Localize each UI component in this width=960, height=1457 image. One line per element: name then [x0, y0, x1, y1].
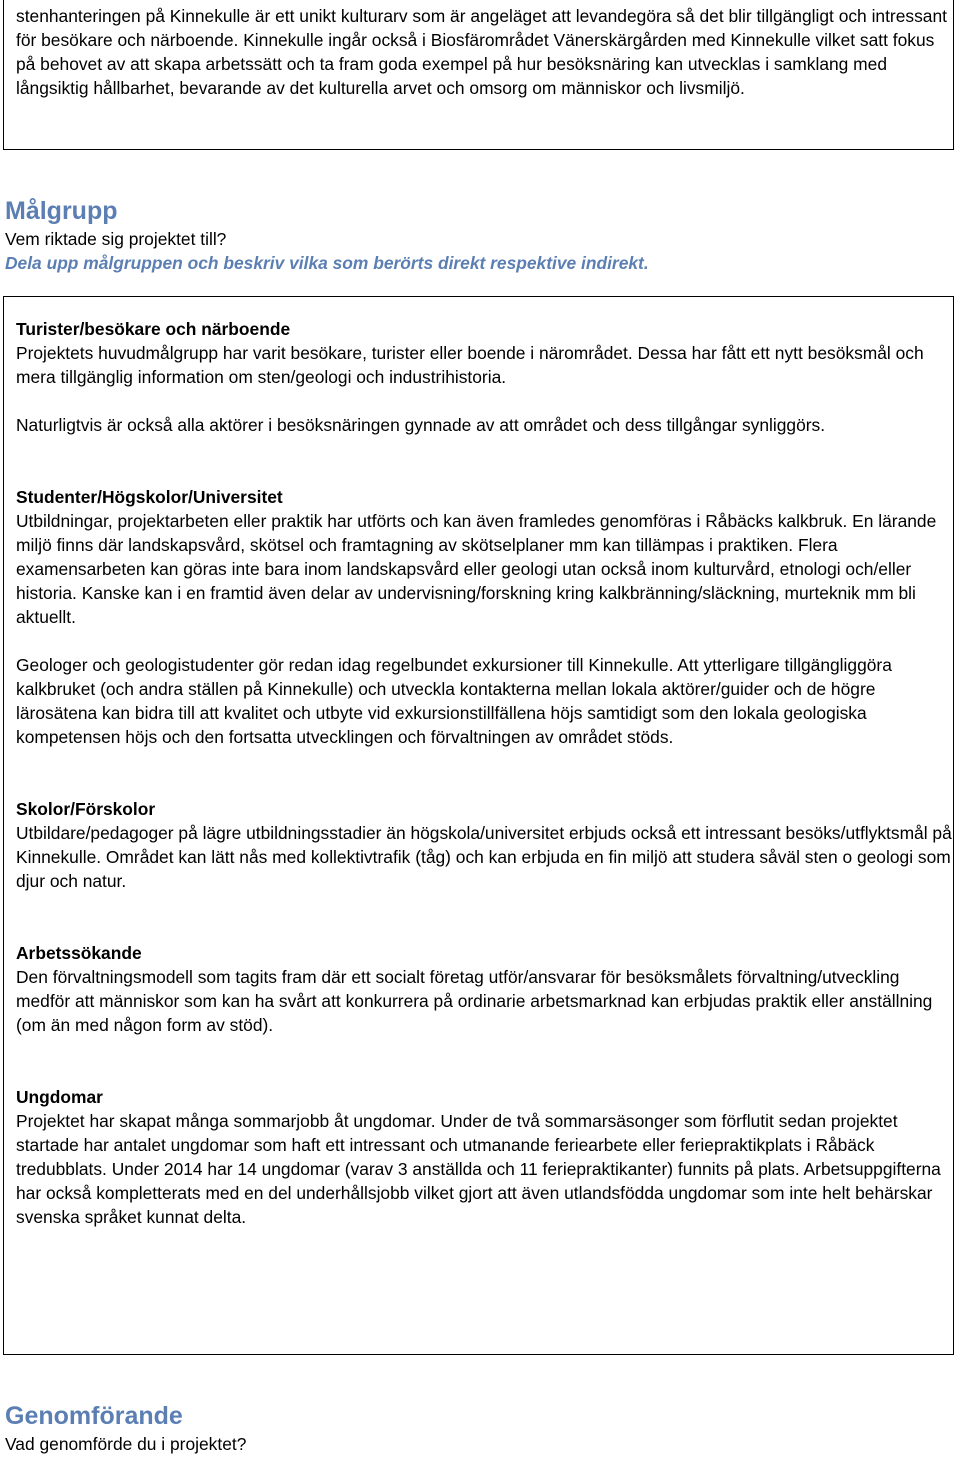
section-heading-genomforande: Genomförande: [5, 1402, 183, 1430]
section-paragraph: Den förvaltningsmodell som tagits fram där ett socialt företag utför/ansvarar för besöksmålets förvaltning/utveckling medför att människor som kan ha svårt att konkurrera på ordinarie arbetsmarknad kan erbjudas praktik eller anställning (om än med någon form av stöd).: [16, 967, 933, 1035]
section-arbetssokande: [16, 941, 953, 1037]
section-studenter: [16, 485, 953, 749]
section-heading-malgrupp: Målgrupp: [5, 197, 118, 225]
section-paragraph: Projektets huvudmålgrupp har varit besökare, turister eller boende i närområdet. Dessa har fått ett nytt besöksmål och mera tillgänglig information om sten/geologi och industrihistoria.: [16, 343, 924, 387]
malgrupp-question: Vem riktade sig projektet till?: [5, 229, 227, 249]
section-turister: [16, 317, 953, 437]
section-title: Skolor/Förskolor: [16, 799, 156, 819]
intro-text-box: [3, 0, 954, 150]
section-paragraph: Projektet har skapat många sommarjobb åt ungdomar. Under de två sommarsäsonger som förflutit sedan projektet startade har antalet ungdomar som haft ett intressant och utmanande feriearbete eller feriepraktikplats i Råbäck tredubblats. Under 2014 har 14 ungdomar (varav 3 anställda och 11 feriepraktikanter) funnits på plats. Arbetsuppgifterna har också kompletterats med en del underhållsjobb vilket gjort att även utlandsfödda ungdomar som inte helt behärskar svenska språket kunnat delta.: [16, 1111, 941, 1227]
section-paragraph: Utbildare/pedagoger på lägre utbildningsstadier än högskola/universitet erbjuds också ett intressant besöks/utflyktsmål på Kinnekulle. Området kan lätt nås med kollektivtrafik (tåg) och kan erbjuda en fin miljö att studera såväl sten o geologi som djur och natur.: [16, 823, 952, 891]
target-group-box: [3, 296, 954, 1355]
section-paragraph: Geologer och geologistudenter gör redan idag regelbundet exkursioner till Kinnekulle. Att ytterligare tillgängliggöra kalkbruket (och andra ställen på Kinnekulle) och utveckla kontakterna mellan lokala aktörer/guider och de högre lärosätena kan bidra till att kvalitet och utbyte vid exkursionstillfällena höjs samtidigt som den lokala geologiska kompetensen höjs och den fortsatta utvecklingen och förvaltningen av området stöds.: [16, 655, 892, 747]
section-ungdomar: [16, 1085, 953, 1229]
section-title: Turister/besökare och närboende: [16, 319, 291, 339]
section-paragraph: Utbildningar, projektarbeten eller praktik har utförts och kan även framledes genomföras i Råbäcks kalkbruk. En lärande miljö finns där landskapsvård, skötsel och framtagning av skötselplaner mm kan tillämpas i praktiken. Flera examensarbeten kan göras inte bara inom landskapsvård eller geologi utan också inom kulturvård, etnologi och/eller historia. Kanske kan i en framtid även delar av undervisning/forskning kring kalkbränning/släckning, murteknik mm bli aktuellt.: [16, 511, 937, 627]
section-title: Ungdomar: [16, 1087, 103, 1107]
section-title: Arbetssökande: [16, 943, 142, 963]
section-title: Studenter/Högskolor/Universitet: [16, 487, 283, 507]
genomforande-question: Vad genomförde du i projektet?: [5, 1434, 247, 1454]
intro-paragraph: stenhanteringen på Kinnekulle är ett unikt kulturarv som är angeläget att levandegöra så det blir tillgängligt och intressant för besökare och närboende. Kinnekulle ingår också i Biosfärområdet Vänerskärgården med Kinnekulle vilket satt fokus på behovet av att skapa arbetssätt och ta fram goda exempel på hur besöksnäring kan utvecklas i samklang med långsiktig hållbarhet, bevarande av det kulturella arvet och omsorg om människor och livsmiljö.: [16, 6, 947, 98]
malgrupp-instruction: Dela upp målgruppen och beskriv vilka som berörts direkt respektive indirekt.: [5, 253, 649, 273]
section-skolor: [16, 797, 953, 893]
section-paragraph: Naturligtvis är också alla aktörer i besöksnäringen gynnade av att området och dess tillgångar synliggörs.: [16, 415, 826, 435]
